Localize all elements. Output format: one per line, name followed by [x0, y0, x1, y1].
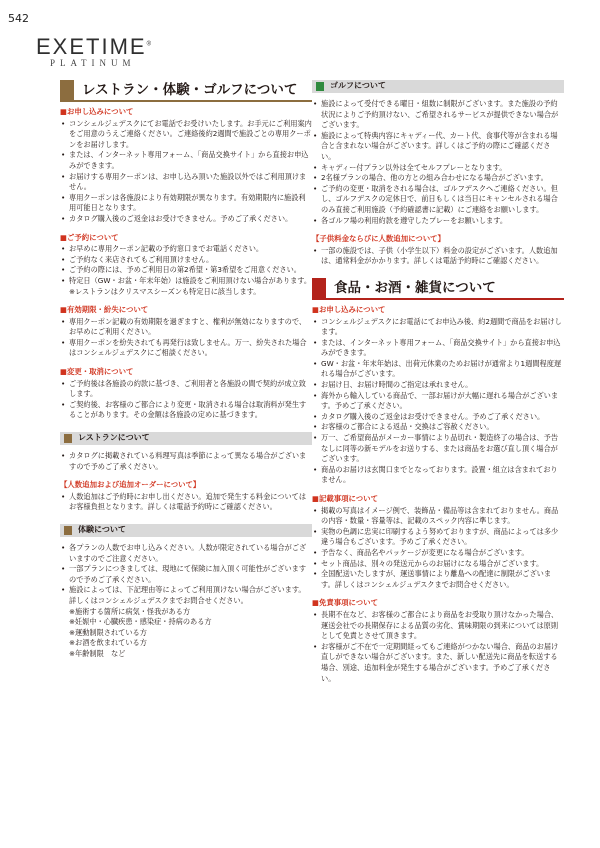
list-item: • お客様がご不在で一定期間経ってもご連絡がつかない場合、商品のお届け直しができない場合がございます。また、新しい配送先に商品を転送する場合、別途、追加料金が発生する場合がございます。予めご了承ください。: [312, 642, 564, 684]
brand-logo-main: EXETIME®: [36, 34, 153, 59]
list-item: • 専用クーポンは各施設により有効期限が異なります。有効期限内に施設利用可能日となります。: [60, 193, 312, 214]
sub-title-listing: ■記載事項について: [312, 494, 378, 503]
list-item: • セット商品は、別々の発送元からのお届けになる場合がございます。: [312, 559, 564, 570]
list-item: • または、インターネット専用フォーム、「商品交換サイト」から直接お申込みができます。: [312, 338, 564, 359]
list-item: • ご予約なく来店されてもご利用頂けません。: [60, 255, 312, 266]
list-listing: [312, 506, 564, 591]
section-color-swatch: [312, 278, 326, 299]
sub-title-exemption: ■免責事項について: [312, 598, 378, 608]
note-line: ※妊娠中・心臓疾患・感染症・持病のある方: [69, 617, 212, 627]
list-item: • 特定日（GW・お盆・年末年始）は施設をご利用頂けない場合があります。: [60, 276, 312, 287]
list-expiry: [60, 317, 312, 359]
note-line: ※施術する箇所に病気・怪我がある方: [69, 606, 191, 616]
list-item: • 一部プランにつきましては、現地にて保険に加入頂く可能性がございますので予めご了承ください。: [60, 564, 312, 585]
list-item: • お届けする専用クーポンは、お申し込み頂いた施設以外ではご利用頂けません。: [60, 172, 312, 193]
list-item: • 長期不在など、お客様のご都合により商品をお受取り頂けなかった場合、運送会社での長期保存による品質の劣化、賞味期限の到来については原則として免責とさせて頂きます。: [312, 610, 564, 642]
sub-title-expiry: ■有効期限・紛失について: [60, 305, 149, 315]
left-column: [60, 80, 312, 660]
list-item: • 予告なく、商品名やパッケージが変更になる場合がございます。: [312, 548, 564, 559]
list-item: • 各プランの人数でお申し込みください。人数が限定されている場合がございますのでご注意ください。: [60, 543, 312, 564]
section-title: 食品・お酒・雑貨について: [334, 280, 496, 297]
list-item: • 掲載の写真はイメージ例で、装飾品・備品等は含まれておりません。商品の内容・数量・容量等は、記載のスペック内容に準じます。: [312, 506, 564, 527]
list-item: • 2名様プランの場合、他の方との組み合わせになる場合がございます。: [312, 173, 564, 184]
list-item: • 人数追加はご予約時にお申し出ください。追加で発生する料金についてはお客様負担となります。詳しくは電話予約時にご確認ください。: [60, 492, 312, 513]
list-item: • 全国配送いたしますが、運送事情により離島への配達に制限がございます。詳しくはコンシェルジュデスクまでお問合せください。: [312, 569, 564, 590]
section-title: レストラン・体験・ゴルフについて: [82, 82, 298, 99]
sub-title-food-apply: ■お申し込みについて: [312, 304, 386, 314]
list-item: • 施設によって受付できる曜日・組数に制限がございます。また施設の予約状況によりご予約頂けない、ご希望されるサービスが提供できない場合がございます。: [312, 99, 564, 131]
section-header-experience: [60, 524, 312, 537]
list-item: • 施設によっては、下記理由等によってご利用頂けない場合がございます。詳しくはコンシェルジュデスクまでお問合せください。: [60, 585, 312, 606]
list-exemption: [312, 610, 564, 684]
list-item: • コンシェルジュデスクにてお電話でお受けいたします。お手元にご利用案内をご用意のうえご連絡ください。ご連絡後約2週間で施設ごとの専用クーポンをお届けします。: [60, 119, 312, 151]
list-item: • カタログに掲載されている料理写真は季節によって異なる場合がございますので予めご了承ください。: [60, 451, 312, 472]
list-item: • 各ゴルフ場の利用約款を遵守したプレーをお願いします。: [312, 216, 564, 227]
note-line: ※お酒を飲まれている方: [69, 638, 147, 648]
list-item: • キャディー付プラン以外は全てセルフプレーとなります。: [312, 163, 564, 174]
list-item: • カタログ購入後のご返金はお受けできません。予めご了承ください。: [312, 412, 564, 423]
section-title: ゴルフについて: [330, 81, 386, 91]
sub-title-extra-order: 【人数追加および追加オーダーについて】: [60, 480, 201, 490]
list-item: • お早めに専用クーポン記載の予約窓口までお電話ください。: [60, 244, 312, 255]
section-title: 体験について: [78, 525, 126, 535]
list-item: • 専用クーポンを紛失されても再発行は致しません。万一、紛失された場合はコンシェルジュデスクにご相談ください。: [60, 338, 312, 359]
section-underline: [60, 100, 312, 102]
sub-title-child-fee: 【子供料金ならびに人数追加について】: [312, 234, 445, 244]
list-item: • 一部の施設では、子供（小学生以下）料金の設定がございます。人数追加は、通常料金がかかります。詳しくは電話予約時にご確認ください。: [312, 246, 564, 267]
list-item: • ご予約の際には、予めご利用日の第2希望・第3希望をご用意ください。: [60, 265, 312, 276]
note-line: ※年齢制限 など: [69, 648, 126, 658]
right-column: [312, 80, 564, 684]
list-item: • ご予約後は各施設の約款に基づき、ご利用者と各施設の間で契約が成立致します。: [60, 379, 312, 400]
page-number: 542: [8, 12, 29, 25]
list-item: • お客様のご都合による返品・交換はご容赦ください。: [312, 422, 564, 433]
list-item: • 万一、ご希望商品がメーカー事情により品切れ・製造終了の場合は、予告なしに同等の新モデルをお送りする、または商品をお選び直し頂く場合がございます。: [312, 433, 564, 465]
list-reserve: [60, 244, 312, 286]
section-color-swatch: [64, 526, 72, 535]
list-item: • 施設によって特典内容にキャディー代、カート代、食事代等が含まれる場合と含まれない場合がございます。詳しくはご予約の際にご確認ください。: [312, 131, 564, 163]
section-underline: [312, 298, 564, 300]
list-item: • または、インターネット専用フォーム、「商品交換サイト」から直接お申込みができます。: [60, 150, 312, 171]
brand-logo: [36, 34, 153, 68]
section-title: レストランについて: [78, 433, 150, 443]
list-item: • ご契約後、お客様のご都合により変更・取消される場合は取消料が発生することがあります。その金額は各施設の定めに基づきます。: [60, 400, 312, 421]
section-color-swatch: [60, 80, 74, 101]
section-color-swatch: [64, 434, 72, 443]
brand-logo-sub: PLATINUM: [50, 58, 136, 68]
section-header-restaurant: [60, 432, 312, 445]
note-line: ※レストランはクリスマスシーズンも特定日に該当します。: [69, 286, 261, 296]
experience-notes: [60, 607, 312, 660]
list-item: • 専用クーポン記載の有効期限を過ぎますと、権利が無効になりますので、お早めにご利用ください。: [60, 317, 312, 338]
list-item: • 商品のお届けは玄関口までとなっております。設置・組立は含まれておりません。: [312, 465, 564, 486]
list-apply: [60, 119, 312, 225]
list-restaurant: [60, 451, 312, 472]
list-child-fee: [312, 246, 564, 267]
list-experience: [60, 543, 312, 607]
list-item: • GW・お盆・年末年始は、出荷元休業のためお届けが通常より1週間程度遅れる場合がございます。: [312, 359, 564, 380]
note-line: ※運動制限されている方: [69, 627, 147, 637]
section-header-golf: [312, 80, 564, 93]
list-item: • カタログ購入後のご返金はお受けできません。予めご了承ください。: [60, 214, 312, 225]
list-item: • お届け日、お届け時間のご指定は承れません。: [312, 380, 564, 391]
list-extra-order: [60, 492, 312, 513]
list-item: • 実物の色調に忠実に印刷するよう努めておりますが、商品によっては多少違う場合もございます。予めご了承ください。: [312, 527, 564, 548]
sub-title-cancel: ■変更・取消について: [60, 367, 134, 377]
section-header-food-alcohol-goods: [312, 278, 564, 299]
list-food-apply: [312, 317, 564, 487]
list-cancel: [60, 379, 312, 421]
sub-title-apply: ■お申し込みについて: [60, 107, 134, 116]
list-item: • コンシェルジュデスクにお電話にてお申込み後、約2週間で商品をお届けします。: [312, 317, 564, 338]
section-header-restaurant-experience-golf: [60, 80, 312, 101]
list-item: • ご予約の変更・取消をされる場合は、ゴルフデスクへご連絡ください。但し、ゴルフデスクの定休日で、前日もしくは当日にキャンセルされる場合のみ直接ご利用施設（予約確認書に記載）にご連絡をお願いします。: [312, 184, 564, 216]
list-item: • 海外から輸入している商品で、一部お届けが大幅に遅れる場合がございます。予めご了承ください。: [312, 391, 564, 412]
list-golf: [312, 99, 564, 226]
section-color-swatch: [316, 82, 324, 91]
sub-title-reserve: ■ご予約について: [60, 232, 119, 242]
